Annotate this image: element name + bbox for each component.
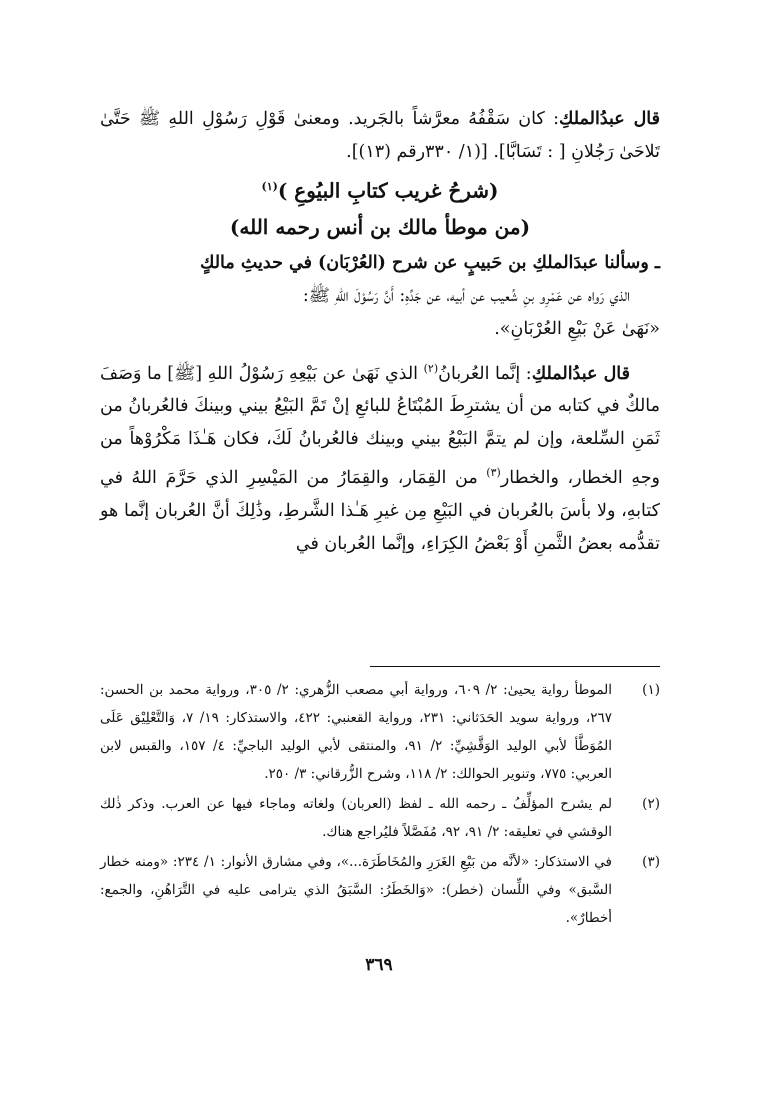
section-subtitle: (من موطأ مالك بن أنس رحمه الله) <box>229 214 531 239</box>
footnotes <box>100 676 660 934</box>
footnote-item <box>100 676 660 788</box>
section-title <box>100 169 660 209</box>
footnote-text: الموطأ رواية يحيىٰ: ٢/ ٦٠٩، ورواية أبي مصعب الزُّهري: ٢/ ٣٠٥، ورواية محمد بن الحسن: ٢٦٧، ورواية سويد الحَدَثاني: ٢٣١، ورواية القعنبي: ٤٢٢، والاستذكار: ١٩/ ٧، وَالتَّعْلِيْق عَلَى المُوَطَّأ لأبي الوليد الوَقَّشِيِّ: ٢/ ٩١، والمنتقى لأبي الوليد الباجيِّ: ٤/ ١٥٧، والقبس لابن العربي: ٧٧٥، وتنوير الحوالك: ٢/ ١١٨، وشرح الزُّرقاني: ٣/ ٢٥٠. <box>100 682 612 782</box>
speaker-label: قال عبدُالملكِ <box>558 109 660 129</box>
question-paragraph: ـ وسألنا عبدَالملكِ بن حَبيبٍ عن شرح (العُرْبَان) في حديثِ مالكٍ <box>199 252 660 273</box>
footnote-item <box>100 848 660 932</box>
hadith-text: «نَهَىٰ عَنْ بَيْعِ العُرْبَانِ». <box>494 318 660 339</box>
page-number: ٣٦٩ <box>365 955 393 975</box>
hadith-chain: الذي رَواه عن عَمْرِو بنِ شُعيب عن أبيه، عن جَدِّهِ: أَنَّ رَسُوْلَ اللهِ ﷺ: <box>302 285 630 306</box>
footnote-item <box>100 790 660 846</box>
footnote-number: (٢) <box>642 796 660 812</box>
footnote-ref-1: (١) <box>261 180 278 193</box>
intro-paragraph <box>100 103 660 169</box>
main-text <box>100 103 660 561</box>
footnote-ref-3: (٣) <box>486 466 501 480</box>
footnote-text: لم يشرح المؤلِّفُ ـ رحمه الله ـ لفظ (العربان) ولغاته وماجاء فيها عن العرب. وذكر ذٰلك الوقشي في تعليقه: ٢/ ٩١، ٩٢، مُفَصَّلاً فليُراجع هناك. <box>100 796 612 840</box>
answer-text-2: الذي نَهَىٰ عن بَيْعِهِ رَسُوْلُ اللهِ [ﷺ] ما وَصَفَ مالكٌ في كتابه من أن يشترِطَ المُبْتَاعُ للبائعِ إنْ تَمَّ البَيْعُ بيني وبينكَ فالعُربانُ من ثَمَنِ السِّلعة، وإن لم يتمَّ البَيْعُ بيني وبينك فالعُربانُ لَكَ، فكان هَـٰذَا مَكْرُوْهاً من وجهِ الخطار، والخطار <box>100 363 661 489</box>
footnote-divider <box>370 666 660 667</box>
footnote-ref-2: (٢) <box>423 361 439 375</box>
footnote-number: (٣) <box>642 854 660 870</box>
intro-text: : كان سَقْفُهُ معرَّشاً بالجَريد. ومعنىٰ قَوْلِ رَسُوْلِ اللهِ ﷺ حَتَّىٰ تَلاحَىٰ رَجُلانِ [ : تَسَابَّا]. [(١/ ٣٣٠رقم (١٣)]. <box>100 109 660 162</box>
answer-text-3: من القِمَار، والقِمَارُ من المَيْسِرِ الذي حَرَّمَ اللهُ في كتابهِ، ولا بأسَ بالعُربان في البَيْعِ مِن غيرِ هَـٰذا الشَّرطِ، وذَٰلِكَ أنَّ العُربان إنَّما هو تقدُّمه بعضُ الثَّمنِ أَوْ بَعْضُ الكِرَاءِ، وإنَّما العُربان في <box>100 468 660 555</box>
footnote-text: في الاستذكار: «لأنَّه من بَيْعِ الغَرَرِ والمُخَاطَرَة...»، وفي مشارق الأنوار: ١/ ٢٣٤: «ومنه خطار السَّبق» وفي اللِّسان (خطر): «وَالخَطَرُ: السَّبَقُ الذي يترامى عليه في التَّرَاهُنِ، والجمع: أخطارٌ». <box>100 854 612 926</box>
section-title-text: (شرحُ غريب كتابِ البيُوعِ ) <box>277 178 499 203</box>
speaker-label-answer: قال عبدُالملكِ <box>531 363 630 384</box>
answer-text-1: : إنَّما العُربانُ <box>438 363 532 384</box>
answer-paragraph <box>100 352 660 562</box>
footnote-number: (١) <box>642 682 660 698</box>
